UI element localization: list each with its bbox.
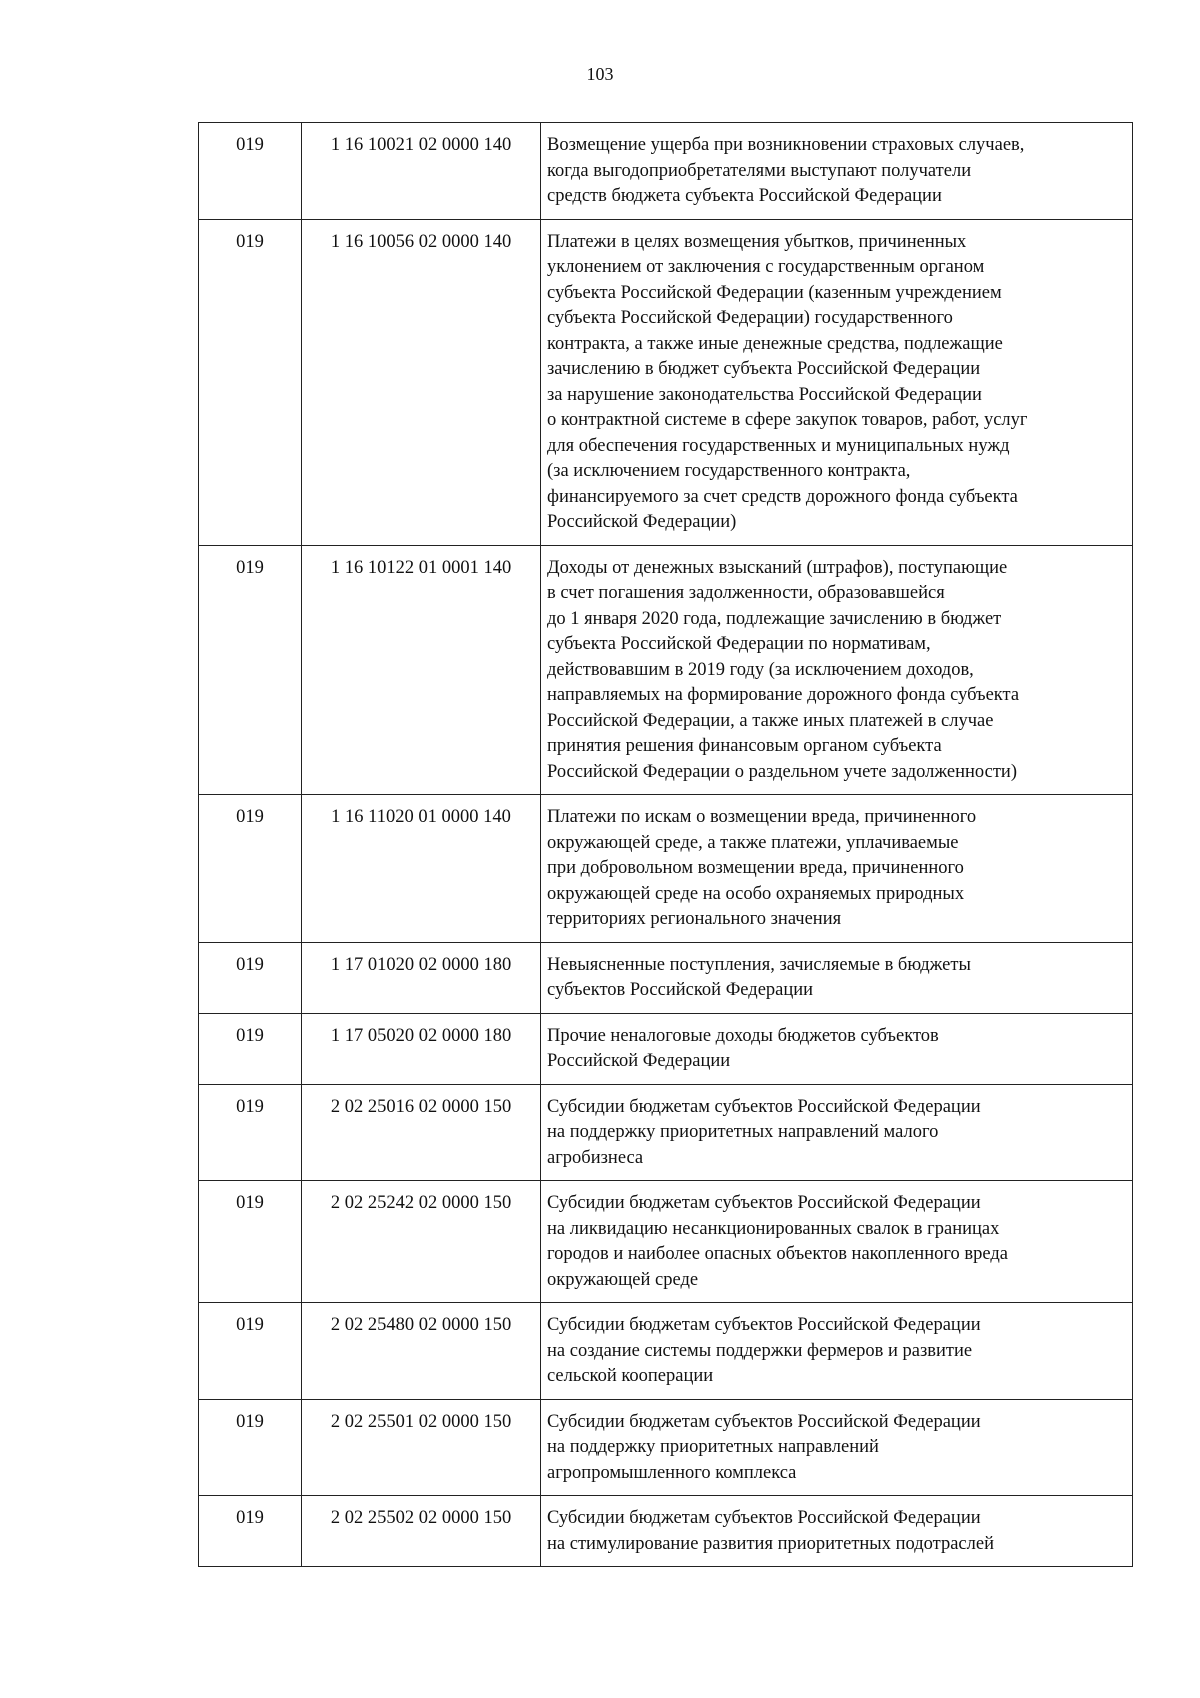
revenue-name-line: субъекта Российской Федерации (казенным учреждением (547, 282, 1002, 303)
revenue-name-line: уклонением от заключения с государственным органом (547, 257, 985, 277)
admin-code-cell: 019 (199, 1084, 302, 1181)
budget-classification-table (198, 122, 1133, 1567)
revenue-name-line: когда выгодоприобретателями выступают получатели (547, 160, 972, 181)
classification-code-cell: 1 16 11020 01 0000 140 (302, 795, 541, 943)
revenue-name-line: за нарушение законодательства Российской Федерации (547, 384, 982, 405)
revenue-name-cell (541, 123, 1133, 220)
revenue-name-line: о контрактной системе в сфере закупок товаров, работ, услуг (547, 410, 1028, 430)
revenue-name-cell (541, 1303, 1133, 1400)
table-row (199, 545, 1133, 795)
revenue-name-line: для обеспечения государственных и муниципальных нужд (547, 435, 1010, 456)
revenue-name-line: на поддержку приоритетных направлений малого (547, 1122, 939, 1142)
classification-code-cell: 1 16 10021 02 0000 140 (302, 123, 541, 220)
table-row (199, 1496, 1133, 1567)
admin-code-cell: 019 (199, 1399, 302, 1496)
table-row (199, 123, 1133, 220)
revenue-name-cell (541, 219, 1133, 545)
revenue-name-cell (541, 942, 1133, 1013)
revenue-name-line: территориях регионального значения (547, 909, 842, 929)
revenue-name-cell (541, 1181, 1133, 1303)
revenue-name-cell (541, 1399, 1133, 1496)
revenue-name-line: Российской Федерации, а также иных платежей в случае (547, 710, 994, 731)
revenue-name-line: (за исключением государственного контракта, (547, 461, 911, 481)
classification-code-cell: 1 17 05020 02 0000 180 (302, 1013, 541, 1084)
table-row (199, 1303, 1133, 1400)
revenue-name-line: Российской Федерации (547, 1051, 731, 1071)
revenue-name-line: субъекта Российской Федерации по нормативам, (547, 634, 931, 654)
revenue-name-line: субъектов Российской Федерации (547, 980, 814, 1000)
revenue-name-cell (541, 545, 1133, 795)
revenue-name-line: на ликвидацию несанкционированных свалок в границах (547, 1218, 1000, 1239)
revenue-name-line: Российской Федерации о раздельном учете задолженности) (547, 761, 1017, 782)
admin-code-cell: 019 (199, 1303, 302, 1400)
admin-code-cell: 019 (199, 123, 302, 220)
revenue-name-line: финансируемого за счет средств дорожного фонда субъекта (547, 486, 1018, 507)
revenue-name-line: агробизнеса (547, 1147, 644, 1168)
revenue-name-line: в счет погашения задолженности, образовавшейся (547, 583, 945, 603)
admin-code-cell: 019 (199, 1181, 302, 1303)
table-row (199, 1084, 1133, 1181)
revenue-name-line: Субсидии бюджетам субъектов Российской Федерации (547, 1315, 981, 1335)
revenue-name-line: Российской Федерации) (547, 512, 737, 532)
revenue-name-line: городов и наиболее опасных объектов накопленного вреда (547, 1244, 1008, 1264)
revenue-name-line: окружающей среде, а также платежи, уплачиваемые (547, 832, 959, 853)
revenue-name-line: на стимулирование развития приоритетных подотраслей (547, 1533, 994, 1554)
table-row (199, 1013, 1133, 1084)
revenue-name-line: субъекта Российской Федерации) государственного (547, 308, 953, 328)
table-row (199, 1181, 1133, 1303)
revenue-name-line: зачислению в бюджет субъекта Российской Федерации (547, 359, 981, 379)
admin-code-cell: 019 (199, 942, 302, 1013)
revenue-name-line: Невыясненные поступления, зачисляемые в бюджеты (547, 954, 971, 975)
table-row (199, 942, 1133, 1013)
classification-code-cell: 1 16 10122 01 0001 140 (302, 545, 541, 795)
classification-code-cell: 2 02 25501 02 0000 150 (302, 1399, 541, 1496)
classification-code-cell: 2 02 25480 02 0000 150 (302, 1303, 541, 1400)
revenue-name-line: принятия решения финансовым органом субъекта (547, 736, 942, 756)
admin-code-cell: 019 (199, 219, 302, 545)
admin-code-cell: 019 (199, 1496, 302, 1567)
revenue-name-line: на поддержку приоритетных направлений (547, 1437, 879, 1457)
admin-code-cell: 019 (199, 795, 302, 943)
revenue-name-line: Платежи по искам о возмещении вреда, причиненного (547, 807, 977, 827)
table-row (199, 219, 1133, 545)
classification-code-cell: 2 02 25502 02 0000 150 (302, 1496, 541, 1567)
revenue-name-line: направляемых на формирование дорожного фонда субъекта (547, 685, 1020, 705)
revenue-name-line: Субсидии бюджетам субъектов Российской Федерации (547, 1508, 981, 1528)
revenue-name-cell (541, 1013, 1133, 1084)
page-number: 103 (586, 64, 614, 84)
table-row (199, 795, 1133, 943)
revenue-name-line: окружающей среде (547, 1269, 699, 1290)
classification-code-cell: 1 16 10056 02 0000 140 (302, 219, 541, 545)
revenue-name-line: Прочие неналоговые доходы бюджетов субъектов (547, 1025, 939, 1046)
classification-code-cell: 2 02 25242 02 0000 150 (302, 1181, 541, 1303)
revenue-name-line: окружающей среде на особо охраняемых природных (547, 883, 965, 904)
admin-code-cell: 019 (199, 545, 302, 795)
revenue-name-line: до 1 января 2020 года, подлежащие зачислению в бюджет (547, 608, 1002, 629)
table-body (199, 123, 1133, 1567)
revenue-name-line: при добровольном возмещении вреда, причиненного (547, 858, 964, 878)
revenue-name-line: на создание системы поддержки фермеров и развитие (547, 1340, 973, 1361)
admin-code-cell: 019 (199, 1013, 302, 1084)
revenue-name-cell (541, 1084, 1133, 1181)
revenue-name-line: Доходы от денежных взысканий (штрафов), поступающие (547, 557, 1008, 578)
revenue-name-line: сельской кооперации (547, 1366, 714, 1386)
table-row (199, 1399, 1133, 1496)
revenue-name-line: агропромышленного комплекса (547, 1462, 797, 1483)
revenue-name-line: средств бюджета субъекта Российской Федерации (547, 186, 942, 206)
classification-code-cell: 2 02 25016 02 0000 150 (302, 1084, 541, 1181)
revenue-name-line: Возмещение ущерба при возникновении страховых случаев, (547, 135, 1025, 155)
revenue-name-line: Субсидии бюджетам субъектов Российской Федерации (547, 1193, 981, 1213)
revenue-name-cell (541, 1496, 1133, 1567)
revenue-name-line: Субсидии бюджетам субъектов Российской Федерации (547, 1096, 981, 1117)
revenue-name-cell (541, 795, 1133, 943)
revenue-name-line: контракта, а также иные денежные средства, подлежащие (547, 333, 1003, 354)
revenue-name-line: Субсидии бюджетам субъектов Российской Федерации (547, 1411, 981, 1432)
revenue-name-line: действовавшим в 2019 году (за исключением доходов, (547, 659, 974, 680)
revenue-name-line: Платежи в целях возмещения убытков, причиненных (547, 231, 967, 252)
classification-code-cell: 1 17 01020 02 0000 180 (302, 942, 541, 1013)
